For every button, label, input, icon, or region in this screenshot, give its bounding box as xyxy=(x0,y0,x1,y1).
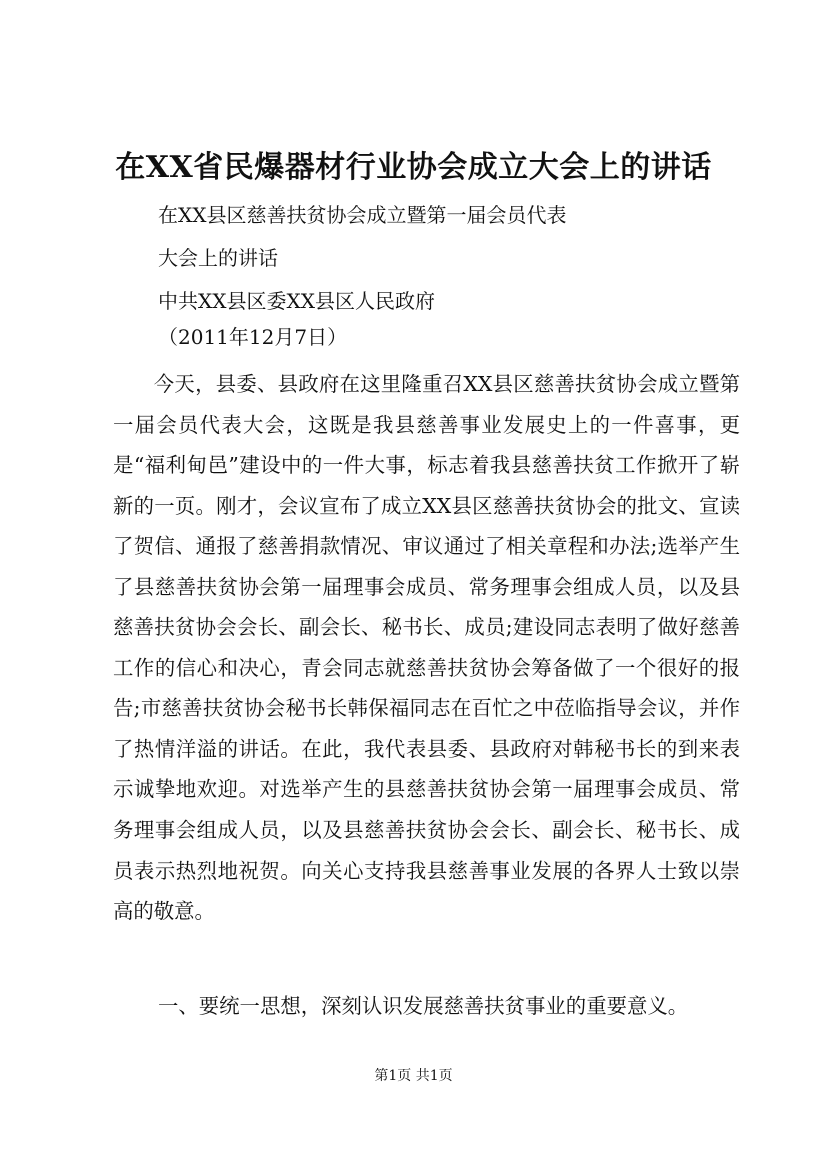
page-footer: 第1页 共1页 xyxy=(374,1068,453,1084)
body-paragraph: 今天，县委、县政府在这里隆重召XX县区慈善扶贫协会成立暨第一届会员代表大会，这既是我县慈善事业发展史上的一件喜事，更是“福利甸邑”建设中的一件大事，标志着我县慈善扶贫工作掀开了崭新的一页。刚才，会议宣布了成立XX县区慈善扶贫协会的批文、宣读了贺信、通报了慈善捐款情况、审议通过了相关章程和办法;选举产生了县慈善扶贫协会第一届理事会成员、常务理事会组成人员，以及县慈善扶贫协会会长、副会长、秘书长、成员;建设同志表明了做好慈善工作的信心和决心，青会同志就慈善扶贫协会筹备做了一个很好的报告;市慈善扶贫协会秘书长韩保福同志在百忙之中莅临指导会议，并作了热情洋溢的讲话。在此，我代表县委、县政府对韩秘书长的到来表示诚挚地欢迎。对选举产生的县慈善扶贫协会第一届理事会成员、常务理事会组成人员，以及县慈善扶贫协会会长、副会长、秘书长、成员表示热烈地祝贺。向关心支持我县慈善事业发展的各界人士致以崇高的敬意。 xyxy=(113,372,740,924)
issuer-line: 中共XX县区委XX县区人民政府 xyxy=(158,289,435,313)
date-line: （2011年12月7日） xyxy=(158,325,348,349)
section-heading: 一、要统一思想，深刻认识发展慈善扶贫事业的重要意义。 xyxy=(158,994,689,1018)
document-title: 在XX省民爆器材行业协会成立大会上的讲话 xyxy=(115,150,712,185)
subtitle-line-1: 在XX县区慈善扶贫协会成立暨第一届会员代表 xyxy=(158,203,567,227)
subtitle-line-2: 大会上的讲话 xyxy=(158,246,278,270)
